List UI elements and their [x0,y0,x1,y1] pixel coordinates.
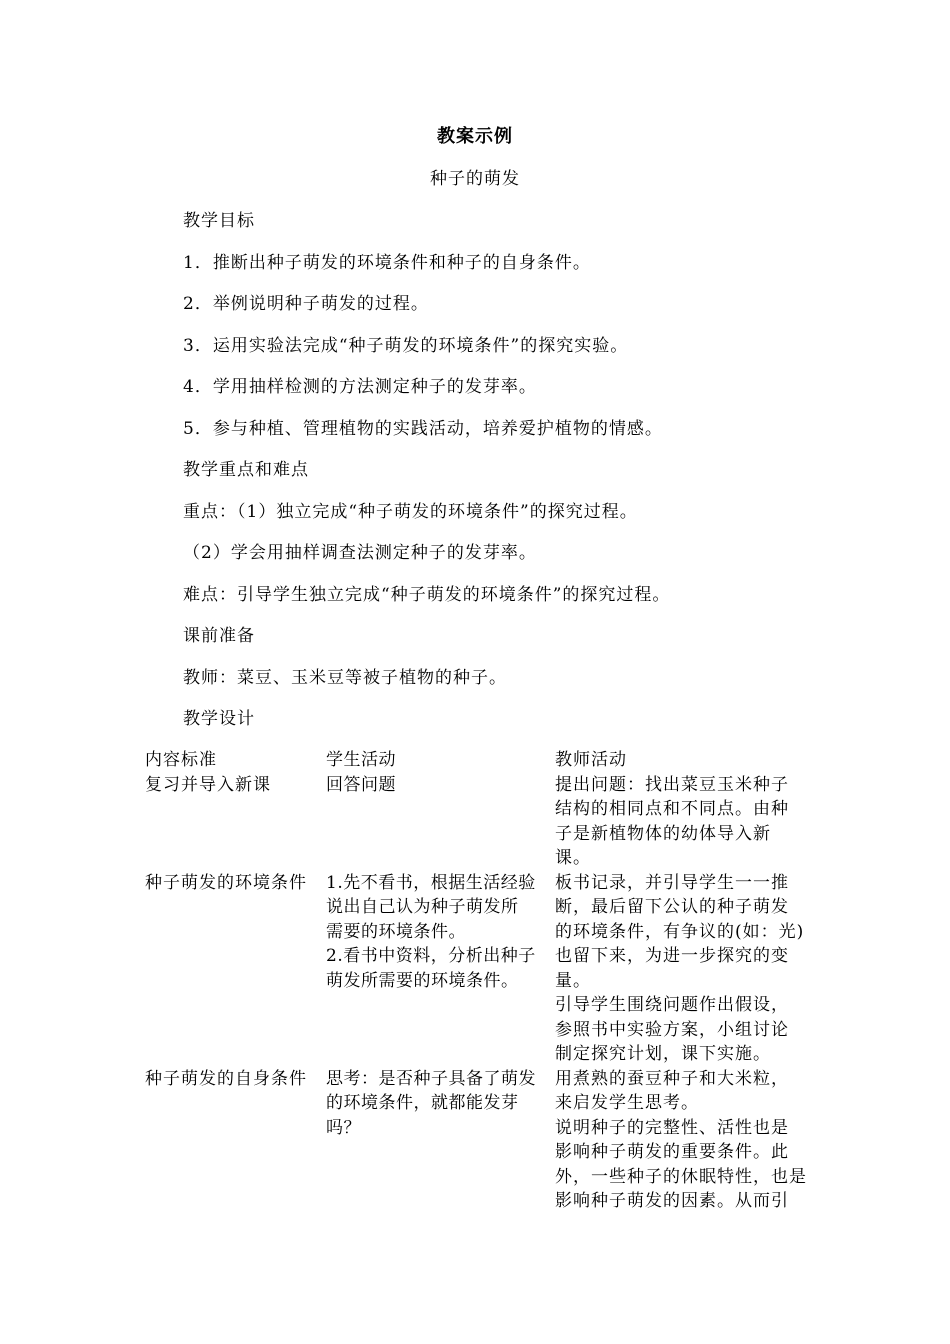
student-cell [326,871,555,1067]
cell-line: 板书记录，并引导学生一一推 [555,872,789,893]
cell-line: 来启发学生思考。 [555,1093,699,1113]
section-heading-key-points: 教学重点和难点 [183,460,309,480]
table-row [145,871,815,1067]
cell-line: 萌发所需要的环境条件。 [326,970,519,991]
column-header: 内容标准 [145,750,217,770]
cell-line: 1.先不看书，根据生活经验 [326,872,536,893]
cell-line: 提出问题：找出菜豆玉米种子 [555,774,789,795]
key-point: 重点：（1）独立完成“种子萌发的环境条件”的探究过程。 [183,502,638,522]
key-point: （2）学会用抽样调查法测定种子的发芽率。 [183,543,537,563]
cell-line: 的环境条件，有争议的(如：光) [555,921,805,942]
table-row [145,773,815,871]
document-subtitle: 种子的萌发 [430,169,520,189]
table-header-row [145,748,815,773]
table-row [145,1067,815,1214]
document-title: 教案示例 [437,126,513,147]
cell-line: 断，最后留下公认的种子萌发 [555,897,789,917]
objective-item: 5．参与种植、管理植物的实践活动，培养爱护植物的情感。 [183,419,663,439]
section-heading-design: 教学设计 [183,709,255,729]
teacher-cell [555,871,815,1067]
cell-line: 子是新植物体的幼体导入新 [555,823,771,844]
teaching-design-table [145,748,815,1214]
cell-line: 2.看书中资料，分析出种子 [326,946,536,966]
column-header: 教师活动 [555,750,627,770]
cell-line: 量。 [555,970,591,991]
objective-item: 2．举例说明种子萌发的过程。 [183,294,429,314]
cell-line: 课。 [555,848,591,868]
cell-line: 参照书中实验方案，小组讨论 [555,1019,789,1040]
cell-line: 回答问题 [326,774,396,795]
teacher-cell [555,773,815,871]
cell-line: 结构的相同点和不同点。由种 [555,799,789,819]
cell-line: 的环境条件，就都能发芽 [326,1093,519,1113]
preparation-item: 教师：菜豆、玉米豆等被子植物的种子。 [183,668,507,688]
cell-line: 制定探究计划，课下实施。 [555,1044,771,1064]
cell-line: 引导学生围绕问题作出假设， [555,995,789,1015]
section-heading-objectives: 教学目标 [183,211,255,231]
cell-line: 需要的环境条件。 [326,921,466,942]
objective-item: 1．推断出种子萌发的环境条件和种子的自身条件。 [183,253,591,273]
cell-line: 也留下来，为进一步探究的变 [555,946,789,966]
content-cell [145,871,326,1067]
cell-line: 思考：是否种子具备了萌发 [326,1068,536,1089]
difficult-point: 难点：引导学生独立完成“种子萌发的环境条件”的探究过程。 [183,585,671,605]
cell-line: 影响种子萌发的重要条件。此 [555,1142,789,1162]
cell-line: 用煮熟的蚕豆种子和大米粒， [555,1068,789,1089]
cell-line: 外，一些种子的休眠特性，也是 [555,1166,807,1187]
objective-item: 4．学用抽样检测的方法测定种子的发芽率。 [183,377,537,397]
content-cell [145,773,326,871]
cell-line: 种子萌发的环境条件 [145,872,307,893]
objective-item: 3．运用实验法完成“种子萌发的环境条件”的探究实验。 [183,336,629,356]
student-cell [326,773,555,871]
content-cell [145,1067,326,1214]
cell-line: 种子萌发的自身条件 [145,1068,307,1089]
column-header: 学生活动 [326,750,396,770]
student-cell [326,1067,555,1214]
cell-line: 复习并导入新课 [145,774,271,795]
cell-line: 影响种子萌发的因素。从而引 [555,1191,789,1211]
cell-line: 吗？ [326,1117,361,1138]
section-heading-preparation: 课前准备 [183,626,255,646]
teacher-cell [555,1067,815,1214]
cell-line: 说明种子的完整性、活性也是 [555,1117,789,1138]
cell-line: 说出自己认为种子萌发所 [326,897,519,917]
